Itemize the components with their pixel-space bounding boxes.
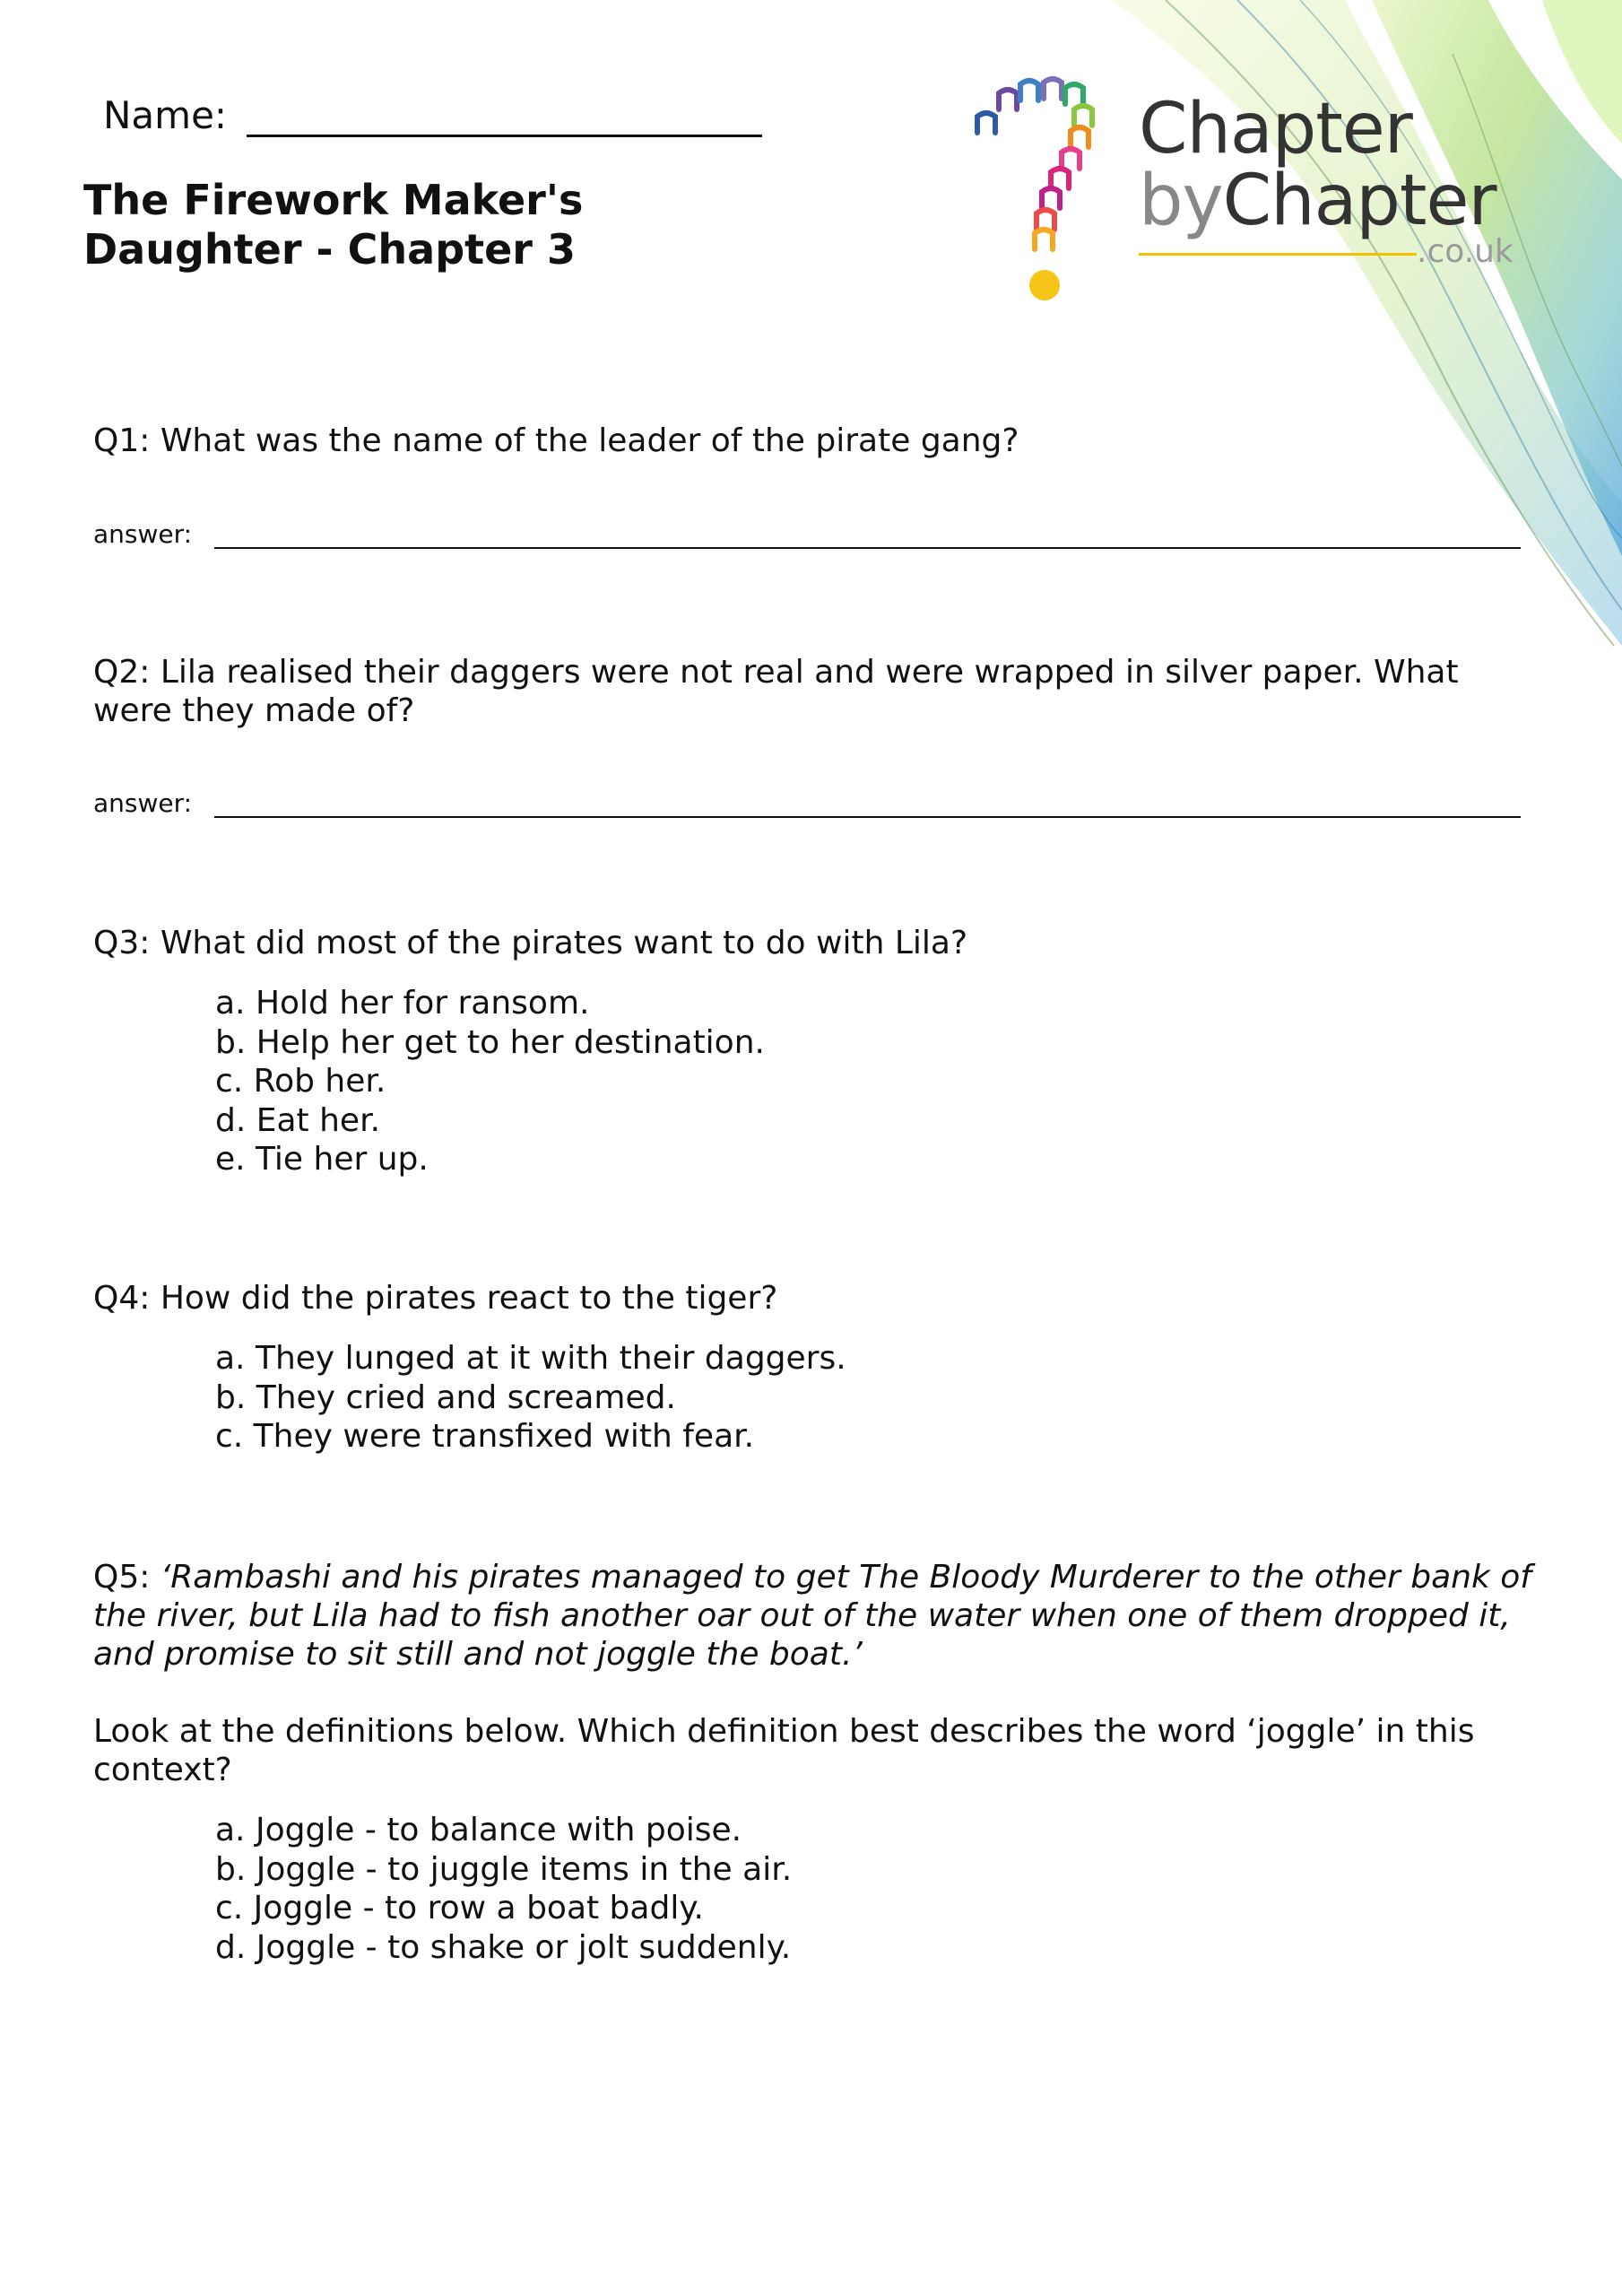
- option-item[interactable]: d. Eat her.: [215, 1101, 381, 1139]
- answer-label: answer:: [93, 788, 193, 818]
- question-5-quote: [93, 1558, 1546, 1674]
- option-item[interactable]: a. Hold her for ransom.: [215, 985, 590, 1022]
- option-item[interactable]: b. Help her get to her destination.: [215, 1023, 765, 1061]
- option-item[interactable]: a. Joggle - to balance with poise.: [215, 1812, 742, 1848]
- name-label: Name:: [103, 93, 228, 137]
- answer-label: answer:: [93, 519, 193, 549]
- logo-domain-suffix: .co.uk: [1417, 233, 1514, 270]
- option-item[interactable]: b. They cried and screamed.: [215, 1378, 676, 1416]
- logo-underline: [1139, 253, 1417, 256]
- quote-text: ‘Rambashi and his pirates managed to get The Bloody Murderer to the other bank of the river, but Lila had to fish another oar out of the water when one of them dropped it, and promise to sit still and not joggle the boat.’: [93, 1559, 1531, 1673]
- question-2: Q2: Lila realised their daggers were not real and were wrapped in silver paper. What were they made of?: [93, 654, 1459, 729]
- option-item[interactable]: c. Joggle - to row a boat badly.: [215, 1890, 704, 1926]
- chapter-by-chapter-logo: [968, 54, 1551, 314]
- answer-1-line[interactable]: [214, 518, 1521, 549]
- option-item[interactable]: b. Joggle - to juggle items in the air.: [215, 1850, 793, 1888]
- question-5-options: [215, 1811, 792, 1967]
- question-1: Q1: What was the name of the leader of the pirate gang?: [93, 422, 1019, 459]
- logo-word-by: by: [1139, 161, 1223, 241]
- logo-dot: [1029, 270, 1060, 300]
- option-item[interactable]: c. Rob her.: [215, 1063, 386, 1100]
- book-question-mark-icon: [968, 54, 1148, 314]
- worksheet-title: [83, 176, 890, 274]
- option-item[interactable]: d. Joggle - to shake or jolt suddenly.: [215, 1928, 792, 1966]
- question-4: Q4: How did the pirates react to the tiger?: [93, 1280, 778, 1317]
- question-5-number: Q5:: [93, 1559, 151, 1596]
- title-line-1: The Firework Maker's: [83, 176, 584, 224]
- answer-2-line[interactable]: [214, 787, 1521, 818]
- name-blank-line[interactable]: [247, 90, 762, 137]
- option-item[interactable]: c. They were transfixed with fear.: [215, 1418, 755, 1455]
- logo-word-chapter-2: Chapter: [1222, 161, 1496, 241]
- answer-2-field[interactable]: [93, 787, 1521, 818]
- question-3: Q3: What did most of the pirates want to do with Lila?: [93, 925, 968, 961]
- answer-1-field[interactable]: [93, 518, 1521, 549]
- logo-word-bychapter: [1139, 161, 1496, 241]
- name-field[interactable]: [103, 90, 762, 137]
- logo-word-chapter: Chapter: [1139, 89, 1412, 170]
- question-5-prompt: Look at the definitions below. Which definition best describes the word ‘joggle’ in this context?: [93, 1713, 1475, 1788]
- option-item[interactable]: e. Tie her up.: [215, 1141, 429, 1178]
- question-3-options: [215, 984, 765, 1179]
- question-4-options: [215, 1339, 846, 1457]
- option-item[interactable]: a. They lunged at it with their daggers.: [215, 1340, 846, 1377]
- title-line-2: Daughter - Chapter 3: [83, 225, 577, 274]
